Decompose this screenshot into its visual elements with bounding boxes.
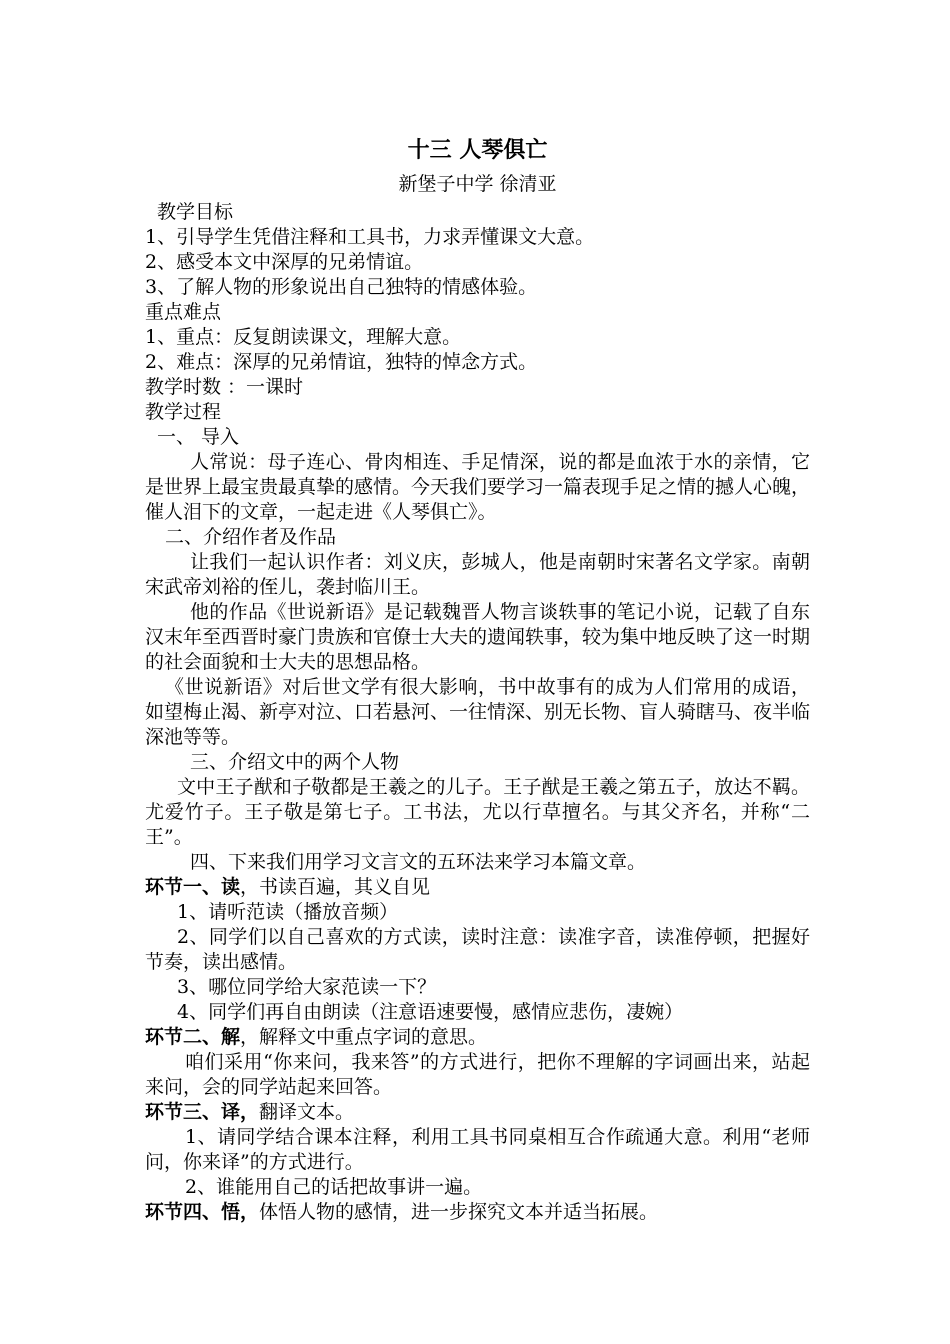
step-item: 3、哪位同学给大家范读一下？	[177, 976, 437, 998]
focus-item: 1、重点：反复朗读课文，理解大意。	[145, 326, 462, 348]
paragraph: 他的作品《世说新语》是记载魏晋人物言谈轶事的笔记小说，记载了自东汉末年至西晋时豪门贵族和官僚士大夫的遗闻轶事，较为集中地反映了这一时期的社会面貌和士大夫的思想品格。	[145, 601, 811, 673]
teaching-hours: 教学时数 ：一课时	[145, 376, 304, 398]
step-item: 1、请同学结合课本注释，利用工具书同桌相互合作疏通大意。利用“老师问，你来译”的方式进行。	[145, 1126, 810, 1173]
step-item: 2、谁能用自己的话把故事讲一遍。	[185, 1176, 483, 1198]
document-page	[145, 132, 810, 1225]
section-heading-author: 二、介绍作者及作品	[165, 526, 337, 548]
document-title: 十三 人琴俱亡	[407, 137, 548, 163]
step-three-text: 翻译文本。	[259, 1101, 355, 1123]
paragraph: 咱们采用“你来问，我来答”的方式进行，把你不理解的字词画出来，站起来问，会的同学站起来回答。	[145, 1051, 810, 1098]
author-line: 新堡子中学 徐清亚	[398, 173, 557, 195]
paragraph: 人常说：母子连心、骨肉相连、手足情深，说的都是血浓于水的亲情，它是世界上最宝贵最真挚的感情。今天我们要学习一篇表现手足之情的撼人心魄，催人泪下的文章，一起走进《人琴俱亡》。	[145, 451, 811, 523]
step-four-text: 体悟人物的感情，进一步探究文本并适当拓展。	[259, 1201, 659, 1223]
step-item: 4、同学们再自由朗读（注意语速要慢，感情应悲伤，凄婉）	[177, 1001, 684, 1023]
process-heading: 教学过程	[145, 401, 222, 423]
focus-item: 2、难点：深厚的兄弟情谊，独特的悼念方式。	[145, 351, 538, 373]
goals-heading: 教学目标	[157, 201, 234, 223]
step-two-line	[145, 1025, 810, 1050]
goal-item: 2、感受本文中深厚的兄弟情谊。	[145, 251, 424, 273]
step-one-line	[145, 875, 810, 900]
step-one-label: 环节一、读	[145, 876, 241, 898]
step-item: 1、请听范读（播放音频）	[177, 901, 399, 923]
paragraph: 让我们一起认识作者：刘义庆，彭城人，他是南朝时宋著名文学家。南朝宋武帝刘裕的侄儿，袭封临川王。	[145, 551, 810, 598]
section-heading-intro: 一、 导入	[157, 426, 240, 448]
section-heading-method: 四、下来我们用学习文言文的五环法来学习本篇文章。	[190, 851, 647, 873]
goal-item: 1、引导学生凭借注释和工具书，力求弄懂课文大意。	[145, 226, 595, 248]
section-heading-characters: 三、介绍文中的两个人物	[190, 751, 400, 773]
step-three-line	[145, 1100, 810, 1125]
step-four-line	[145, 1200, 810, 1225]
step-four-label: 环节四、悟，	[145, 1201, 260, 1223]
step-one-text: ，书读百遍，其义自见	[240, 876, 431, 898]
focus-heading: 重点难点	[145, 301, 222, 323]
step-two-label: 环节二、解	[145, 1026, 241, 1048]
goal-item: 3、了解人物的形象说出自己独特的情感体验。	[145, 276, 538, 298]
step-three-label: 环节三、译，	[145, 1101, 260, 1123]
paragraph: 《世说新语》对后世文学有很大影响，书中故事有的成为人们常用的成语，如望梅止渴、新亭对泣、口若悬河、一往情深、别无长物、盲人骑瞎马、夜半临深池等等。	[145, 676, 811, 748]
step-item: 2、同学们以自己喜欢的方式读，读时注意：读准字音，读准停顿，把握好节奏，读出感情。	[145, 926, 810, 973]
paragraph: 文中王子猷和子敬都是王羲之的儿子。王子猷是王羲之第五子，放达不羁。尤爱竹子。王子敬是第七子。工书法，尤以行草擅名。与其父齐名，并称“二王”。	[145, 776, 810, 848]
step-two-text: ，解释文中重点字词的意思。	[240, 1026, 488, 1048]
